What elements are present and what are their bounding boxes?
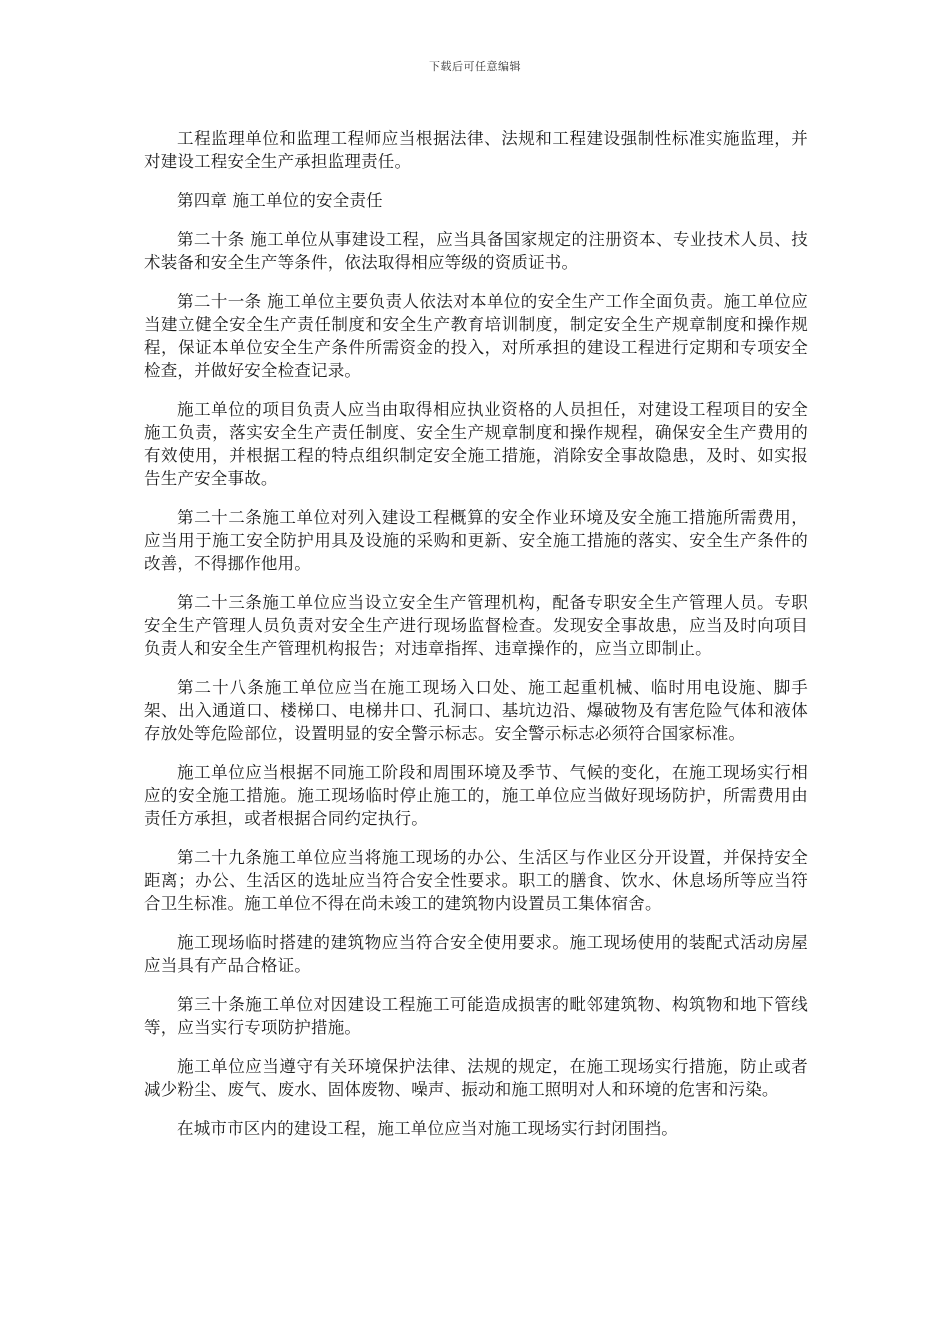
paragraph: 第二十二条施工单位对列入建设工程概算的安全作业环境及安全施工措施所需费用，应当用于施工安全防护用具及设施的采购和更新、安全施工措施的落实、安全生产条件的改善，不得挪作他用。	[144, 508, 808, 573]
paragraph: 第二十条 施工单位从事建设工程，应当具备国家规定的注册资本、专业技术人员、技术装备和安全生产等条件，依法取得相应等级的资质证书。	[144, 230, 808, 272]
document-body	[144, 127, 808, 1156]
chapter-heading: 第四章 施工单位的安全责任	[177, 191, 383, 210]
paragraph: 第二十一条 施工单位主要负责人依法对本单位的安全生产工作全面负责。施工单位应当建立健全安全生产责任制度和安全生产教育培训制度，制定安全生产规章制度和操作规程，保证本单位安全生产条件所需资金的投入，对所承担的建设工程进行定期和专项安全检查，并做好安全检查记录。	[144, 292, 808, 380]
paragraph: 第二十九条施工单位应当将施工现场的办公、生活区与作业区分开设置，并保持安全距离；办公、生活区的选址应当符合安全性要求。职工的膳食、饮水、休息场所等应当符合卫生标准。施工单位不得在尚未竣工的建筑物内设置员工集体宿舍。	[144, 848, 808, 913]
paragraph: 工程监理单位和监理工程师应当根据法律、法规和工程建设强制性标准实施监理，并对建设工程安全生产承担监理责任。	[144, 129, 808, 171]
paragraph: 第二十三条施工单位应当设立安全生产管理机构，配备专职安全生产管理人员。专职安全生产管理人员负责对安全生产进行现场监督检查。发现安全事故患，应当及时向项目负责人和安全生产管理机构报告；对违章指挥、违章操作的，应当立即制止。	[144, 593, 808, 658]
paragraph: 在城市市区内的建设工程，施工单位应当对施工现场实行封闭围挡。	[177, 1119, 678, 1138]
paragraph: 施工单位的项目负责人应当由取得相应执业资格的人员担任，对建设工程项目的安全施工负责，落实安全生产责任制度、安全生产规章制度和操作规程，确保安全生产费用的有效使用，并根据工程的特点组织制定安全施工措施，消除安全事故隐患，及时、如实报告生产安全事故。	[144, 400, 808, 488]
paragraph: 第二十八条施工单位应当在施工现场入口处、施工起重机械、临时用电设施、脚手架、出入通道口、楼梯口、电梯井口、孔洞口、基坑边沿、爆破物及有害危险气体和液体存放处等危险部位，设置明显的安全警示标志。安全警示标志必须符合国家标准。	[144, 678, 808, 743]
paragraph: 施工单位应当根据不同施工阶段和周围环境及季节、气候的变化，在施工现场实行相应的安全施工措施。施工现场临时停止施工的，施工单位应当做好现场防护，所需费用由责任方承担，或者根据合同约定执行。	[144, 763, 808, 828]
paragraph: 施工现场临时搭建的建筑物应当符合安全使用要求。施工现场使用的装配式活动房屋应当具有产品合格证。	[144, 933, 808, 975]
paragraph: 施工单位应当遵守有关环境保护法律、法规的规定，在施工现场实行措施，防止或者减少粉尘、废气、废水、固体废物、噪声、振动和施工照明对人和环境的危害和污染。	[144, 1057, 808, 1099]
paragraph: 第三十条施工单位对因建设工程施工可能造成损害的毗邻建筑物、构筑物和地下管线等，应当实行专项防护措施。	[144, 995, 808, 1037]
page-header: 下载后可任意编辑	[429, 60, 521, 73]
